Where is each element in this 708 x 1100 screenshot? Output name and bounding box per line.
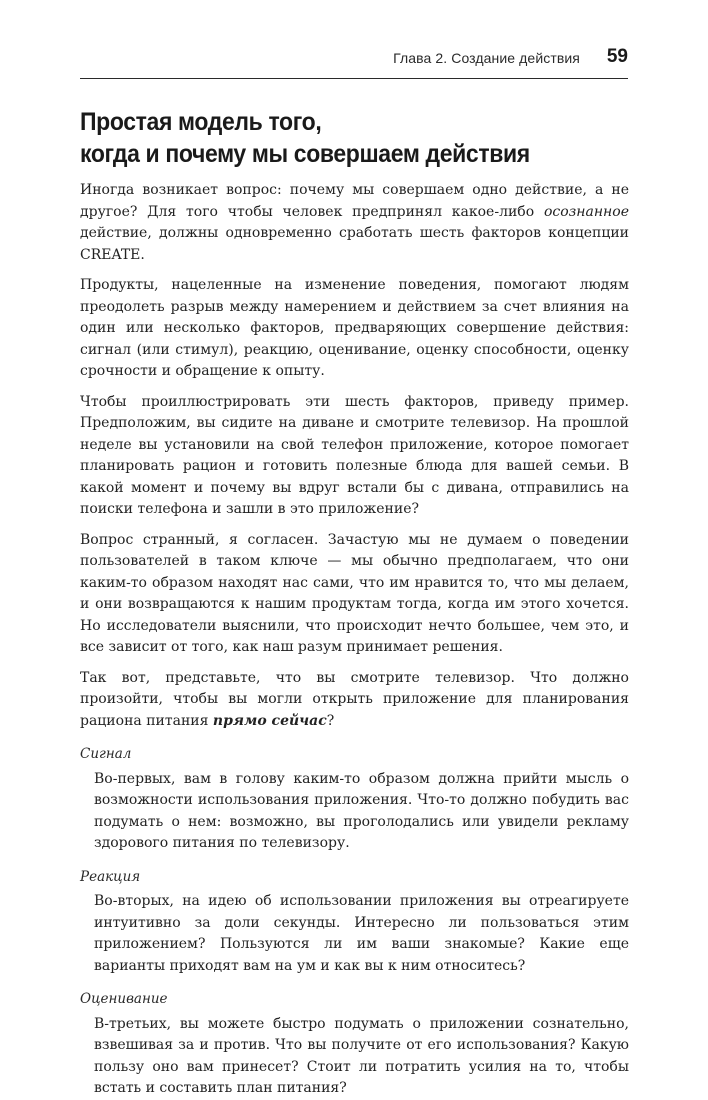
section-heading-line-2: когда и почему мы совершаем действия [80, 140, 530, 168]
section-heading-line-1: Простая модель того, [80, 108, 322, 136]
paragraph-intro-text-2: действие, должны одновременно сработать шесть факторов концепции CREATE. [80, 225, 629, 263]
paragraph-question: Вопрос странный, я согласен. Зачастую мы не думаем о поведении пользователей в таком ключе — мы обычно предполагаем, что они каким-то образом находят нас сами, что им нравится то, что мы делаем, и они возвращаются к нашим продуктам тогда, когда им этого хочется. Но исследователи выяснили, что происходит нечто большее, чем это, и все зависит от того, как наш разум принимает решения. [80, 531, 629, 655]
paragraph-intro-text-1: Иногда возникает вопрос: почему мы совершаем одно действие, а не другое? Для того чтобы человек предпринял какое-либо [80, 182, 629, 220]
running-header [80, 40, 628, 79]
emphasis-conscious: осознанное [543, 203, 629, 220]
term-cue-description: Во-первых, вам в голову каким-то образом должна прийти мысль о возможности использования приложения. Что-то должно побудить вас подумать о нем: возможно, вы проголодались или увидели рекламу здорового питания по телевизору. [94, 770, 629, 851]
term-reaction-description: Во-вторых, на идею об использовании приложения вы отреагируете интуитивно за доли секунды. Интересно ли пользоваться этим приложением? Пользуются ли им ваши знакомые? Какие еще варианты приходят вам на ум и как вы к ним относитесь? [94, 893, 629, 974]
paragraph-imagine-text-1: Так вот, представьте, что вы смотрите телевизор. Что должно произойти, чтобы вы могли открыть приложение для планирования рациона питания [80, 669, 629, 729]
paragraph-products: Продукты, нацеленные на изменение поведения, помогают людям преодолеть разрыв между намерением и действием за счет влияния на один или несколько факторов, предваряющих совершение действия: сигнал (или стимул), реакцию, оценивание, оценку способности, оценку срочности и обращение к опыту. [80, 277, 629, 379]
chapter-title: Глава 2. Создание действия [393, 50, 580, 66]
term-evaluation-description: В-третьих, вы можете быстро подумать о приложении сознательно, взвешивая за и против. Что вы получите от его использования? Какую пользу оно вам принесет? Стоит ли потратить усилия на то, чтобы встать и составить план питания? [94, 1015, 629, 1096]
paragraph-example: Чтобы проиллюстрировать эти шесть факторов, приведу пример. Предположим, вы сидите на диване и смотрите телевизор. На прошлой неделе вы установили на свой телефон приложение, которое помогает планировать рацион и готовить полезные блюда для вашей семьи. В какой момент и почему вы вдруг встали бы с дивана, отправились на поиски телефона и зашли в это приложение? [80, 393, 629, 517]
section-heading [80, 106, 595, 170]
term-evaluation: Оценивание [80, 991, 168, 1007]
page-number: 59 [606, 46, 628, 67]
body-text [80, 180, 629, 1100]
paragraph-imagine [80, 668, 629, 733]
emphasis-right-now: прямо сейчас [212, 712, 327, 729]
paragraph-imagine-text-2: ? [326, 712, 335, 729]
term-cue: Сигнал [80, 746, 132, 762]
term-reaction: Реакция [80, 868, 141, 885]
paragraph-intro [80, 180, 629, 266]
